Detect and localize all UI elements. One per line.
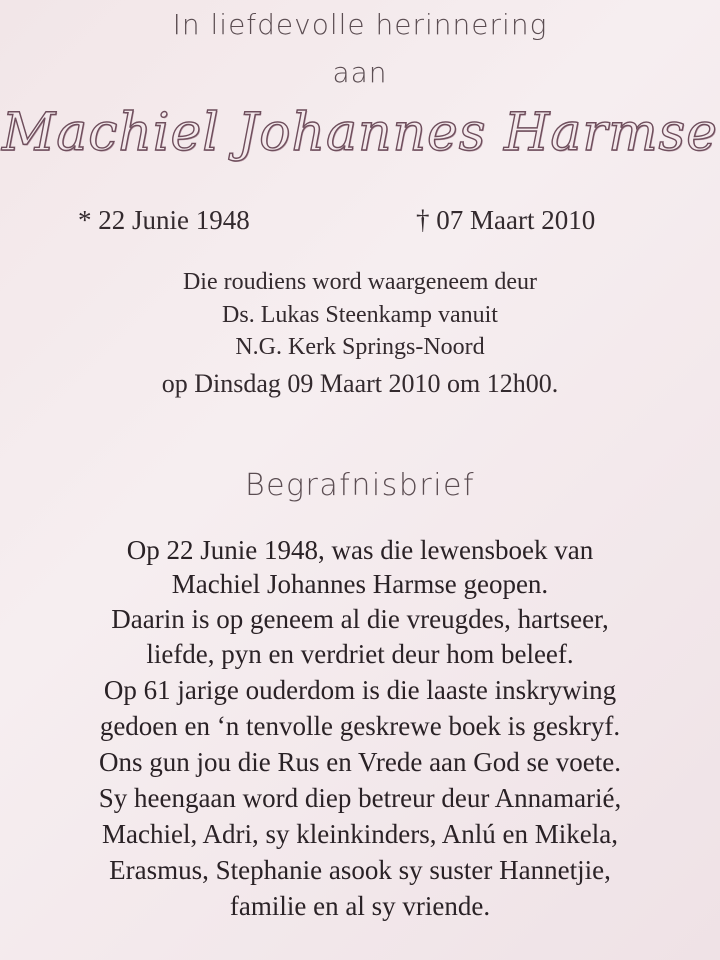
letter-line: Op 61 jarige ouderdom is die laaste inskrywing (103, 675, 617, 705)
dedication-line: In liefdevolle herinnering (172, 8, 548, 41)
letter-line: Machiel Johannes Harmse geopen. (171, 569, 549, 599)
service-line: N.G. Kerk Springs-Noord (235, 334, 485, 360)
letter-line: Sy heengaan word diep betreur deur Annamarié, (98, 783, 622, 813)
birth-date: * 22 Junie 1948 (78, 205, 250, 235)
letter-line: Daarin is op geneem al die vreugdes, hartseer, (111, 604, 609, 634)
letter-line: Op 22 Junie 1948, was die lewensboek van (126, 535, 594, 565)
letter-line: Ons gun jou die Rus en Vrede aan God se voete. (98, 747, 622, 777)
letter-line: gedoen en ‘n tenvolle geskrewe boek is geskryf. (99, 711, 621, 741)
deceased-name: Machiel Johannes Harmse (1, 103, 718, 163)
death-date: † 07 Maart 2010 (416, 205, 596, 235)
dedication-aan: aan (332, 56, 388, 89)
letter-line: familie en al sy vriende. (229, 891, 491, 921)
letter-line: Machiel, Adri, sy kleinkinders, Anlú en Mikela, (102, 819, 618, 849)
service-line: Ds. Lukas Steenkamp vanuit (222, 302, 498, 328)
service-line: Die roudiens word waargeneem deur (182, 269, 538, 295)
service-date-line: op Dinsdag 09 Maart 2010 om 12h00. (161, 369, 559, 398)
letter-heading: Begrafnisbrief (244, 468, 476, 503)
letter-line: liefde, pyn en verdriet deur hom beleef. (146, 639, 574, 669)
letter-line: Erasmus, Stephanie asook sy suster Hannetjie, (109, 855, 611, 885)
